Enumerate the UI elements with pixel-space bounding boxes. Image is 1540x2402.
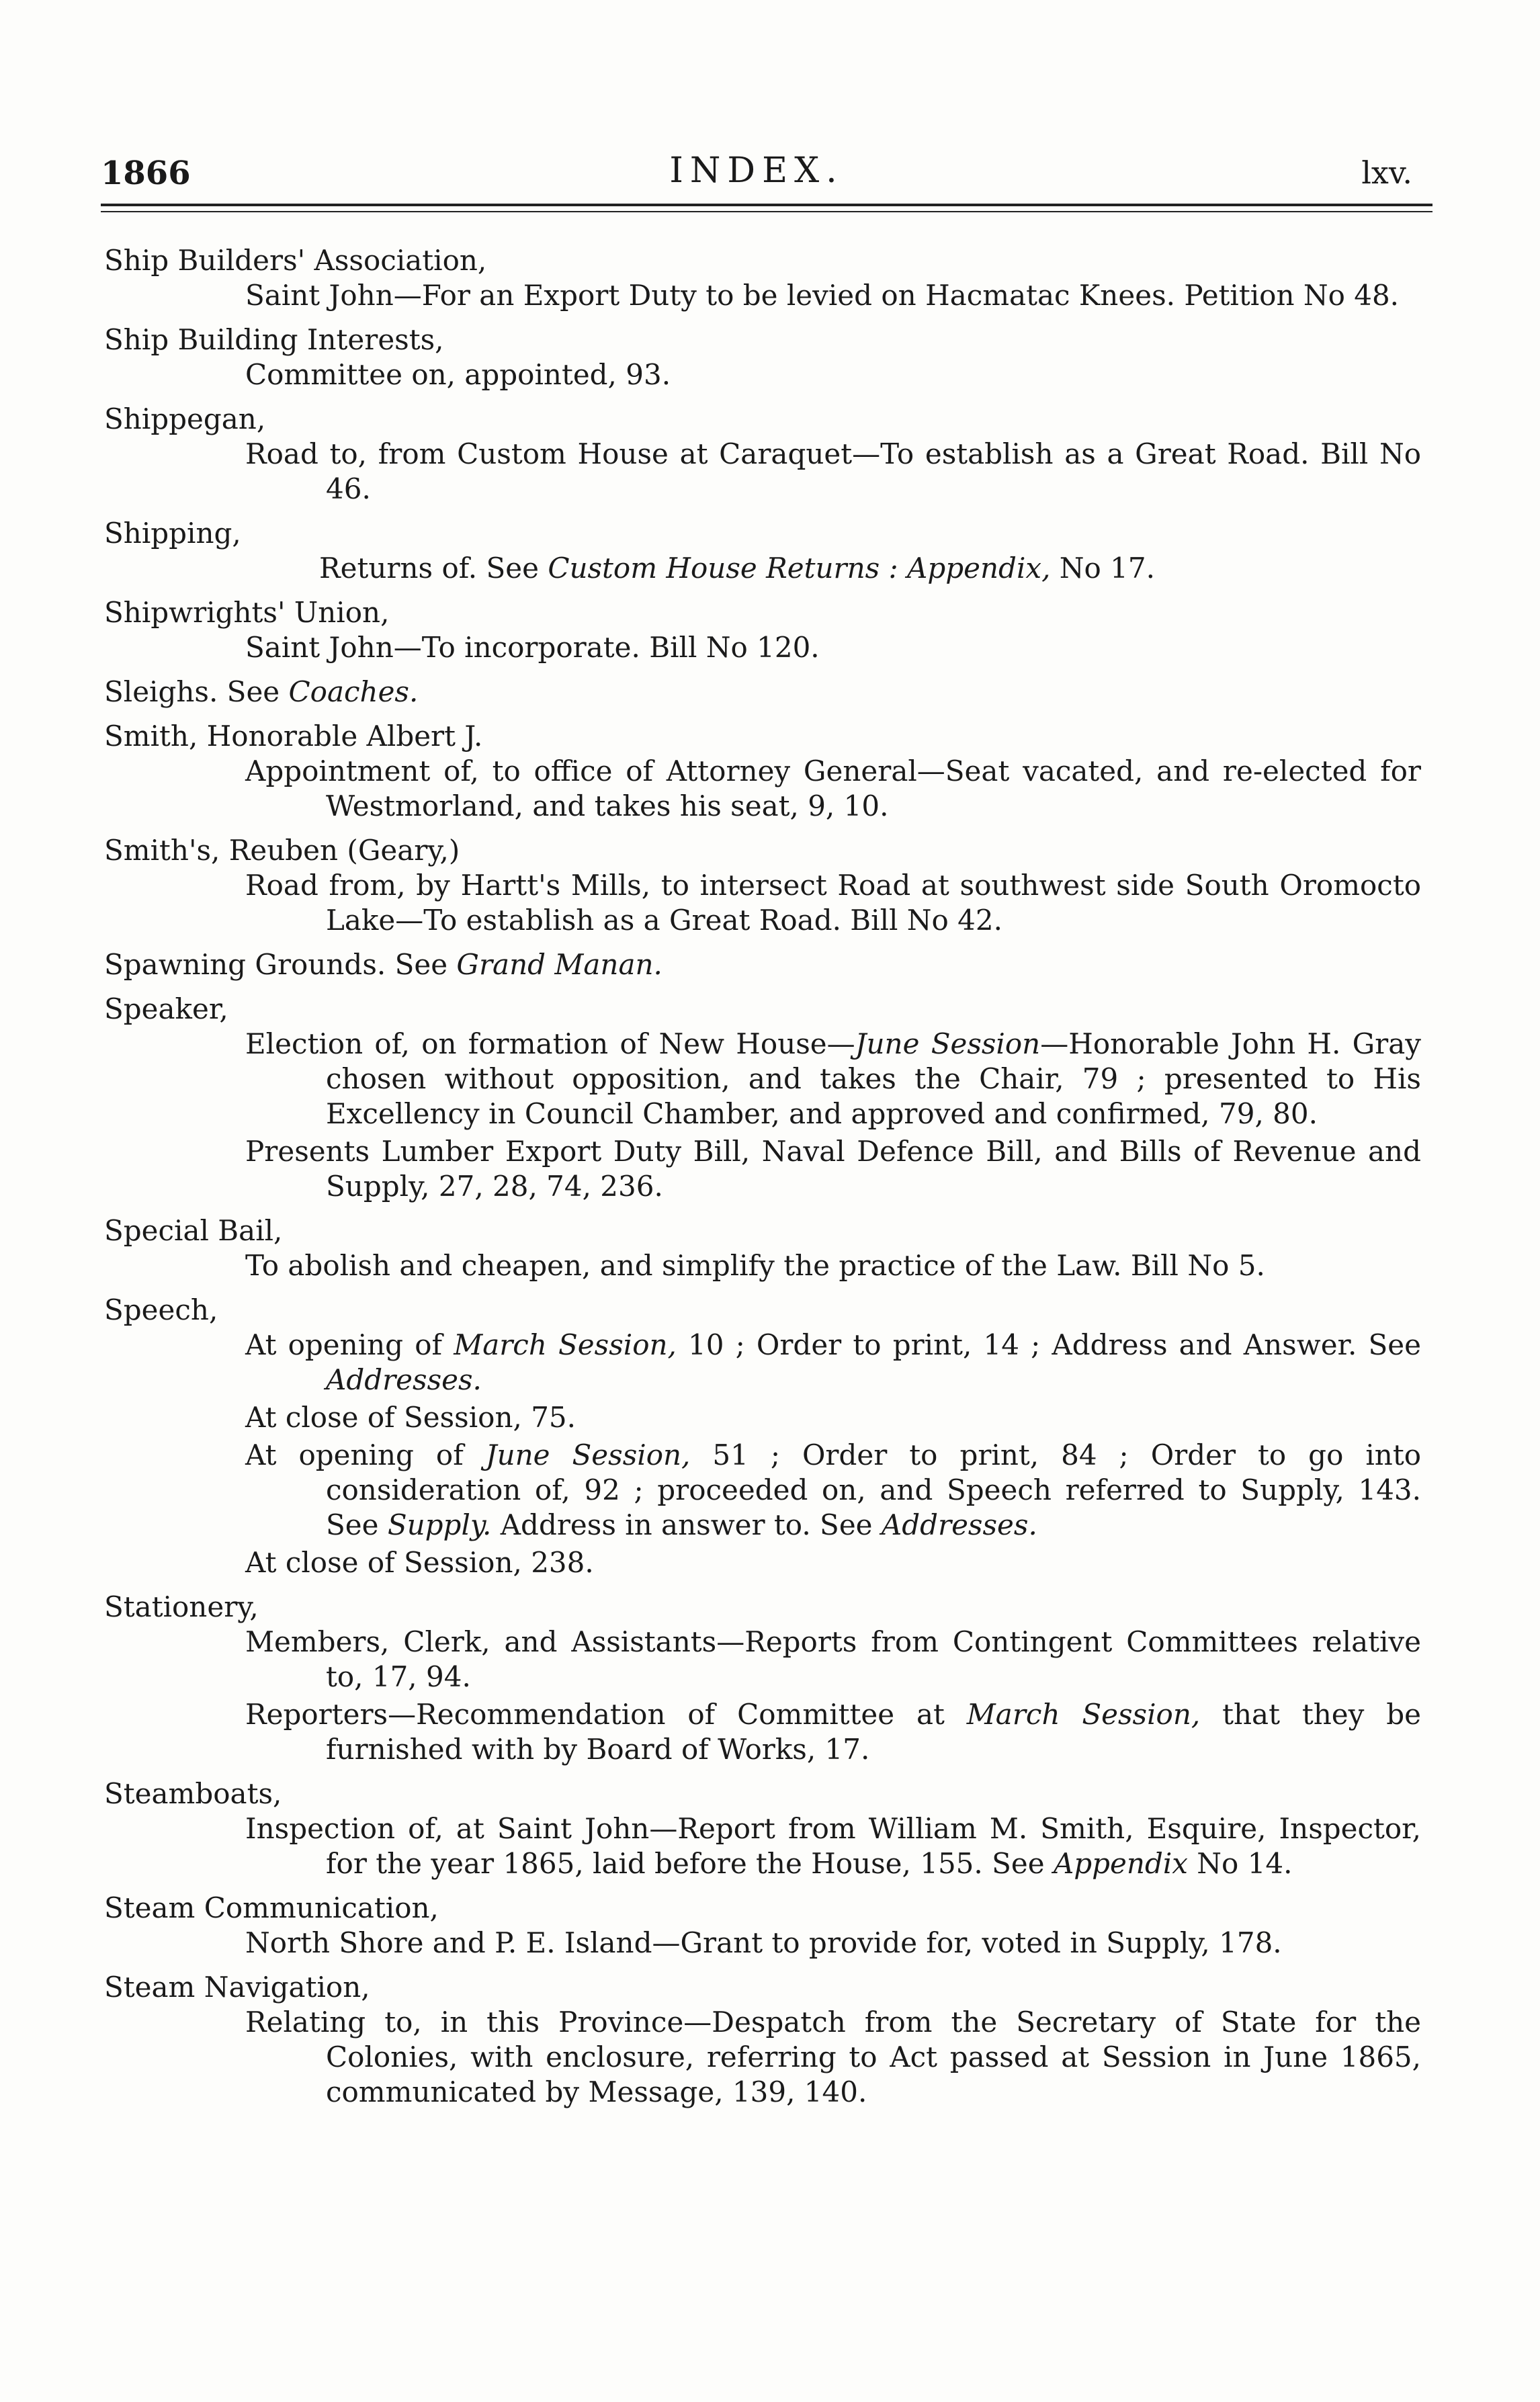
- entry-heading: Steam Communication,: [104, 1891, 439, 1924]
- index-entry: [104, 719, 1421, 824]
- entry-heading: Steam Navigation,: [104, 1971, 370, 2004]
- entry-text: North Shore and P. E. Island—Grant to provide for, voted in Supply, 178.: [245, 1926, 1282, 1959]
- entry-subentry: [245, 1625, 1421, 1695]
- entry-text: 51 ; Order to print, 84 ; Order to go into consideration of, 92 ; proceeded on, and Speech referred to Supply, 143. See: [326, 1439, 1421, 1541]
- index-entries: [104, 243, 1421, 2119]
- index-entry: [104, 402, 1421, 507]
- entry-text: Road from, by Hartt's Mills, to intersect Road at southwest side South Oromocto Lake—To establish as a Great Road. Bill No 42.: [245, 869, 1421, 937]
- entry-subentry: [245, 278, 1421, 313]
- entry-subentry: [245, 1134, 1421, 1204]
- entry-text: Road to, from Custom House at Caraquet—To establish as a Great Road. Bill No 46.: [245, 437, 1421, 505]
- entry-subentry: [245, 1400, 1421, 1435]
- entry-text: At opening of: [245, 1328, 454, 1361]
- entry-text: Address in answer to. See: [491, 1508, 882, 1541]
- index-entry: [104, 1213, 1421, 1283]
- entry-subentry: [245, 1027, 1421, 1131]
- entry-text: No 17.: [1050, 552, 1155, 585]
- entry-heading: Speaker,: [104, 992, 228, 1025]
- cross-reference-text: Custom House Returns : Appendix,: [548, 552, 1051, 585]
- cross-reference-text: March Session,: [454, 1328, 677, 1361]
- entry-text: Saint John—For an Export Duty to be levied on Hacmatac Knees. Petition No 48.: [245, 279, 1400, 312]
- entry-text: At close of Session, 75.: [245, 1401, 576, 1434]
- entry-subentry: [245, 868, 1421, 938]
- cross-reference-text: Addresses.: [881, 1508, 1037, 1541]
- index-entry: [104, 243, 1421, 313]
- cross-reference-text: June Session: [855, 1027, 1041, 1060]
- entry-heading: [104, 675, 1421, 710]
- entry-heading: Ship Builders' Association,: [104, 244, 487, 277]
- entry-subentry: [319, 551, 1421, 586]
- entry-subentry: [245, 1697, 1421, 1767]
- index-entry: [104, 1970, 1421, 2110]
- entry-heading: Steamboats,: [104, 1777, 282, 1810]
- index-entry: [104, 1293, 1421, 1580]
- index-entry: [104, 323, 1421, 392]
- entry-text: Sleighs. See: [104, 675, 289, 708]
- entry-heading: Special Bail,: [104, 1214, 283, 1247]
- cross-reference-text: Supply.: [387, 1508, 492, 1541]
- entry-subentry: [245, 1248, 1421, 1283]
- entry-text: Inspection of, at Saint John—Report from William M. Smith, Esquire, Inspector, for the year 1865, laid before the House, 155. See: [245, 1812, 1421, 1880]
- entry-subentry: [245, 754, 1421, 824]
- entry-text: Relating to, in this Province—Despatch from the Secretary of State for the Colonies, with enclosure, referring to Act passed at Session in June 1865, communicated by Message, 139, 140.: [245, 2006, 1421, 2108]
- entry-text: Saint John—To incorporate. Bill No 120.: [245, 631, 820, 664]
- entry-subentry: [245, 1811, 1421, 1881]
- header-rule-thick: [101, 204, 1432, 206]
- index-entry: [104, 516, 1421, 586]
- entry-heading: Stationery,: [104, 1590, 259, 1623]
- entry-text: Returns of. See: [319, 552, 548, 585]
- cross-reference-text: Addresses.: [326, 1363, 482, 1396]
- index-entry: [104, 595, 1421, 665]
- entry-text: Committee on, appointed, 93.: [245, 358, 671, 391]
- index-entry: [104, 1891, 1421, 1961]
- entry-subentry: [245, 2005, 1421, 2110]
- index-entry: [104, 947, 1421, 982]
- entry-subentry: [245, 1545, 1421, 1580]
- entry-text: Reporters—Recommendation of Committee at: [245, 1698, 967, 1731]
- entry-text: Members, Clerk, and Assistants—Reports from Contingent Committees relative to, 17, 94.: [245, 1625, 1421, 1693]
- entry-subentry: [245, 437, 1421, 507]
- index-entry: [104, 1590, 1421, 1767]
- header-year: 1866: [101, 155, 191, 192]
- entry-heading: Speech,: [104, 1293, 218, 1326]
- index-entry: [104, 992, 1421, 1204]
- entry-text: To abolish and cheapen, and simplify the practice of the Law. Bill No 5.: [245, 1249, 1265, 1282]
- cross-reference-text: Coaches.: [288, 675, 419, 708]
- entry-text: At opening of: [245, 1439, 486, 1471]
- cross-reference-text: March Session,: [966, 1698, 1201, 1731]
- entry-subentry: [245, 1926, 1421, 1961]
- entry-subentry: [245, 1438, 1421, 1543]
- header-rule-thin: [101, 211, 1432, 212]
- entry-text: Spawning Grounds. See: [104, 948, 457, 981]
- entry-text: Appointment of, to office of Attorney General—Seat vacated, and re-elected for Westmorland, and takes his seat, 9, 10.: [245, 755, 1421, 822]
- cross-reference-text: Appendix: [1053, 1847, 1188, 1880]
- entry-text: 10 ; Order to print, 14 ; Address and Answer. See: [676, 1328, 1421, 1361]
- entry-text: Presents Lumber Export Duty Bill, Naval Defence Bill, and Bills of Revenue and Supply, 27, 28, 74, 236.: [245, 1135, 1421, 1203]
- entry-text: —Honorable John H. Gray chosen without opposition, and takes the Chair, 79 ; presented to His Excellency in Council Chamber, and approved and confirmed, 79, 80.: [326, 1027, 1422, 1130]
- entry-text: No 14.: [1187, 1847, 1293, 1880]
- entry-text: that they be furnished with by Board of Works, 17.: [326, 1698, 1421, 1766]
- entry-text: Election of, on formation of New House—: [245, 1027, 855, 1060]
- cross-reference-text: June Session,: [485, 1439, 691, 1471]
- cross-reference-text: Grand Manan.: [456, 948, 662, 981]
- page-header: [101, 146, 1412, 194]
- header-title: INDEX.: [669, 151, 844, 191]
- entry-subentry: [245, 1328, 1421, 1398]
- entry-heading: Smith, Honorable Albert J.: [104, 720, 483, 753]
- entry-heading: Smith's, Reuben (Geary,): [104, 834, 460, 867]
- header-page-number: lxv.: [1361, 155, 1412, 191]
- entry-heading: Shippegan,: [104, 402, 266, 435]
- entry-subentry: [245, 630, 1421, 665]
- index-entry: [104, 1776, 1421, 1881]
- entry-subentry: [245, 357, 1421, 392]
- index-entry: [104, 675, 1421, 710]
- index-entry: [104, 833, 1421, 938]
- entry-text: At close of Session, 238.: [245, 1546, 594, 1579]
- entry-heading: Shipwrights' Union,: [104, 596, 390, 629]
- entry-heading: Ship Building Interests,: [104, 323, 444, 356]
- entry-heading: Shipping,: [104, 517, 241, 550]
- entry-heading: [104, 947, 1421, 982]
